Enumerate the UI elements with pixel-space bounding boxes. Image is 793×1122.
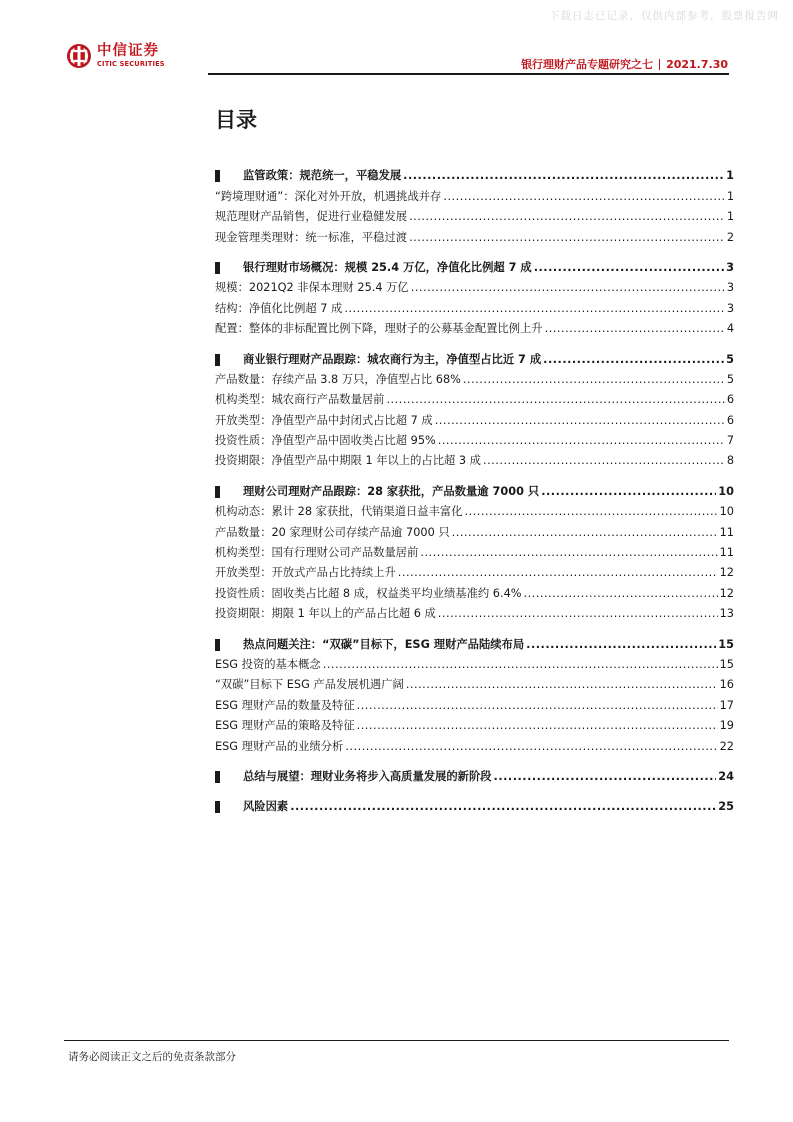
toc-page-number: 12 bbox=[719, 586, 734, 600]
watermark-text: 下载日志已记录，仅供内部参考，股票报告网 bbox=[549, 10, 779, 22]
toc-page-number: 8 bbox=[726, 454, 734, 468]
toc-page-number: 3 bbox=[726, 281, 734, 295]
toc-entry-title: 结构：净值化比例超 7 成 bbox=[215, 301, 343, 315]
toc-subsection-entry[interactable] bbox=[215, 652, 734, 672]
toc-leader-dots bbox=[534, 261, 724, 275]
toc-section-entry[interactable] bbox=[215, 794, 734, 814]
toc-entry-title: 机构动态：累计 28 家获批，代销渠道日益丰富化 bbox=[215, 505, 463, 519]
toc-entry-title: 机构类型：国有行理财公司产品数量居前 bbox=[215, 546, 419, 560]
toc-page-number: 6 bbox=[726, 393, 734, 407]
toc-entry-title: 风险因素 bbox=[243, 800, 289, 814]
toc-subsection-entry[interactable] bbox=[215, 183, 734, 203]
toc-entry-title: 规模：2021Q2 非保本理财 25.4 万亿 bbox=[215, 281, 409, 295]
footer-disclaimer: 请务必阅读正文之后的免责条款部分 bbox=[68, 1051, 236, 1063]
toc-leader-dots bbox=[435, 414, 725, 428]
toc-page-number: 7 bbox=[726, 434, 734, 448]
toc-leader-dots bbox=[344, 302, 724, 316]
toc-entry-title: 机构类型：城农商行产品数量居前 bbox=[215, 393, 385, 407]
toc-leader-dots bbox=[452, 526, 718, 540]
toc-entry-title: 商业银行理财产品跟踪：城农商行为主，净值型占比近 7 成 bbox=[243, 352, 542, 366]
toc-subsection-entry[interactable] bbox=[215, 601, 734, 621]
toc-entry-title: 投资性质：固收类占比超 8 成，权益类平均业绩基准约 6.4% bbox=[215, 586, 522, 600]
toc-subsection-entry[interactable] bbox=[215, 295, 734, 315]
toc-entry-title: 理财公司理财产品跟踪：28 家获批，产品数量逾 7000 只 bbox=[243, 484, 540, 498]
toc-leader-dots bbox=[545, 322, 725, 336]
section-marker-icon bbox=[215, 801, 220, 813]
toc-subsection-entry[interactable] bbox=[215, 519, 734, 539]
page-title: 目录 bbox=[215, 108, 257, 132]
toc-entry-title: 配置：整体的非标配置比例下降，理财子的公募基金配置比例上升 bbox=[215, 322, 543, 336]
toc-subsection-entry[interactable] bbox=[215, 672, 734, 692]
toc-entry-title: “双碳”目标下 ESG 产品发展机遇广阔 bbox=[215, 678, 404, 692]
toc-page-number: 13 bbox=[719, 607, 734, 621]
toc-page-number: 15 bbox=[718, 637, 734, 651]
toc-entry-title: 监管政策：规范统一，平稳发展 bbox=[243, 169, 402, 183]
toc-leader-dots bbox=[438, 434, 725, 448]
toc-leader-dots bbox=[541, 485, 716, 499]
table-of-contents bbox=[215, 163, 734, 814]
toc-subsection-entry[interactable] bbox=[215, 204, 734, 224]
toc-entry-title: ESG 理财产品的业绩分析 bbox=[215, 739, 344, 753]
toc-leader-dots bbox=[398, 566, 718, 580]
toc-page-number: 16 bbox=[719, 678, 734, 692]
toc-page-number: 10 bbox=[719, 505, 734, 519]
toc-page-number: 19 bbox=[719, 719, 734, 733]
toc-subsection-entry[interactable] bbox=[215, 275, 734, 295]
toc-page-number: 1 bbox=[726, 189, 734, 203]
toc-leader-dots bbox=[290, 800, 716, 814]
toc-leader-dots bbox=[406, 678, 718, 692]
toc-section-entry[interactable] bbox=[215, 478, 734, 498]
toc-page-number: 17 bbox=[719, 698, 734, 712]
logo-name-en: CITIC SECURITIES bbox=[97, 59, 165, 68]
toc-page-number: 5 bbox=[726, 372, 734, 386]
toc-subsection-entry[interactable] bbox=[215, 580, 734, 600]
toc-leader-dots bbox=[438, 607, 718, 621]
toc-leader-dots bbox=[357, 699, 718, 713]
toc-page-number: 3 bbox=[726, 301, 734, 315]
toc-entry-title: 银行理财市场概况：规模 25.4 万亿，净值化比例超 7 成 bbox=[243, 260, 532, 274]
toc-page-number: 11 bbox=[719, 525, 734, 539]
toc-leader-dots bbox=[543, 353, 724, 367]
toc-subsection-entry[interactable] bbox=[215, 499, 734, 519]
toc-leader-dots bbox=[409, 231, 725, 245]
toc-leader-dots bbox=[465, 505, 718, 519]
toc-leader-dots bbox=[483, 454, 725, 468]
toc-entry-title: ESG 理财产品的策略及特征 bbox=[215, 719, 355, 733]
toc-leader-dots bbox=[386, 393, 724, 407]
section-marker-icon bbox=[215, 771, 220, 783]
citic-logo-icon bbox=[66, 43, 92, 69]
toc-page-number: 25 bbox=[718, 800, 734, 814]
toc-section-entry[interactable] bbox=[215, 255, 734, 275]
toc-subsection-entry[interactable] bbox=[215, 540, 734, 560]
report-date: 2021.7.30 bbox=[666, 57, 728, 71]
section-marker-icon bbox=[215, 170, 220, 182]
toc-entry-title: 热点问题关注：“双碳”目标下，ESG 理财产品陆续布局 bbox=[243, 637, 525, 651]
toc-page-number: 6 bbox=[726, 413, 734, 427]
toc-page-number: 10 bbox=[718, 484, 734, 498]
toc-leader-dots bbox=[524, 587, 718, 601]
toc-entry-title: 投资期限：期限 1 年以上的产品占比超 6 成 bbox=[215, 607, 436, 621]
report-header bbox=[521, 56, 728, 72]
toc-subsection-entry[interactable] bbox=[215, 733, 734, 753]
toc-leader-dots bbox=[345, 740, 717, 754]
toc-entry-title: “跨境理财通”：深化对外开放，机遇挑战并存 bbox=[215, 189, 442, 203]
toc-entry-title: ESG 投资的基本概念 bbox=[215, 657, 321, 671]
toc-page-number: 11 bbox=[719, 546, 734, 560]
toc-leader-dots bbox=[420, 546, 717, 560]
toc-subsection-entry[interactable] bbox=[215, 692, 734, 712]
toc-section-entry[interactable] bbox=[215, 163, 734, 183]
toc-entry-title: 规范理财产品销售，促进行业稳健发展 bbox=[215, 210, 408, 224]
toc-section-entry[interactable] bbox=[215, 346, 734, 366]
toc-subsection-entry[interactable] bbox=[215, 560, 734, 580]
toc-entry-title: 产品数量：20 家理财公司存续产品逾 7000 只 bbox=[215, 525, 450, 539]
toc-page-number: 3 bbox=[726, 260, 734, 274]
toc-leader-dots bbox=[357, 719, 718, 733]
toc-entry-title: 现金管理类理财：统一标准，平稳过渡 bbox=[215, 230, 408, 244]
toc-subsection-entry[interactable] bbox=[215, 713, 734, 733]
toc-subsection-entry[interactable] bbox=[215, 224, 734, 244]
footer-divider bbox=[64, 1040, 729, 1041]
toc-page-number: 1 bbox=[726, 169, 734, 183]
toc-entry-title: 开放类型：净值型产品中封闭式占比超 7 成 bbox=[215, 413, 433, 427]
toc-leader-dots bbox=[323, 658, 718, 672]
toc-leader-dots bbox=[403, 169, 724, 183]
toc-subsection-entry[interactable] bbox=[215, 316, 734, 336]
toc-leader-dots bbox=[443, 190, 724, 204]
toc-entry-title: 投资期限：净值型产品中期限 1 年以上的占比超 3 成 bbox=[215, 454, 481, 468]
section-marker-icon bbox=[215, 486, 220, 498]
toc-section-entry[interactable] bbox=[215, 764, 734, 784]
header-separator bbox=[659, 59, 660, 70]
toc-subsection-entry[interactable] bbox=[215, 448, 734, 468]
toc-entry-title: 投资性质：净值型产品中固收类占比超 95% bbox=[215, 434, 436, 448]
toc-page-number: 1 bbox=[726, 210, 734, 224]
citic-logo bbox=[66, 43, 165, 69]
toc-subsection-entry[interactable] bbox=[215, 428, 734, 448]
section-marker-icon bbox=[215, 262, 220, 274]
toc-leader-dots bbox=[526, 638, 716, 652]
toc-page-number: 24 bbox=[718, 769, 734, 783]
section-marker-icon bbox=[215, 639, 220, 651]
toc-leader-dots bbox=[411, 281, 725, 295]
toc-page-number: 22 bbox=[719, 739, 734, 753]
toc-page-number: 4 bbox=[726, 322, 734, 336]
section-marker-icon bbox=[215, 354, 220, 366]
toc-subsection-entry[interactable] bbox=[215, 367, 734, 387]
toc-page-number: 2 bbox=[726, 230, 734, 244]
toc-page-number: 12 bbox=[719, 566, 734, 580]
toc-entry-title: 开放类型：开放式产品占比持续上升 bbox=[215, 566, 396, 580]
toc-entry-title: 产品数量：存续产品 3.8 万只，净值型占比 68% bbox=[215, 372, 461, 386]
toc-page-number: 5 bbox=[726, 352, 734, 366]
toc-subsection-entry[interactable] bbox=[215, 387, 734, 407]
toc-leader-dots bbox=[409, 210, 725, 224]
header-divider bbox=[208, 73, 729, 75]
toc-subsection-entry[interactable] bbox=[215, 407, 734, 427]
toc-leader-dots bbox=[494, 770, 717, 784]
toc-entry-title: 总结与展望：理财业务将步入高质量发展的新阶段 bbox=[243, 769, 492, 783]
toc-entry-title: ESG 理财产品的数量及特征 bbox=[215, 698, 355, 712]
toc-section-entry[interactable] bbox=[215, 631, 734, 651]
toc-page-number: 15 bbox=[719, 657, 734, 671]
report-title: 银行理财产品专题研究之七 bbox=[521, 58, 654, 71]
logo-name-cn: 中信证券 bbox=[97, 43, 159, 60]
toc-leader-dots bbox=[463, 373, 725, 387]
